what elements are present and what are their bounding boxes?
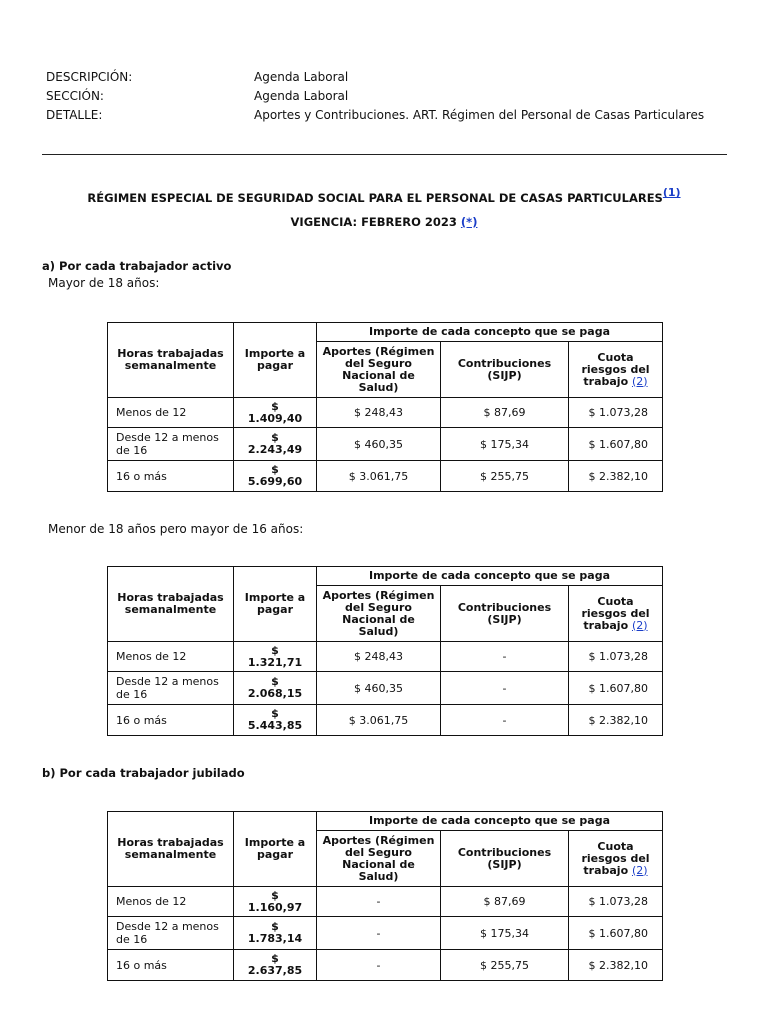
cell-importe-amount: 1.783,14 [247,932,303,945]
cell-horas: Menos de 12 [108,398,234,428]
cell-aportes: $ 248,43 [317,398,441,428]
horizontal-divider [42,154,727,155]
cell-cuota: $ 1.607,80 [569,672,663,705]
cell-cuota: $ 2.382,10 [569,950,663,981]
cell-aportes: - [317,917,441,950]
meta-key: SECCIÓN: [46,89,104,103]
meta-row-seccion [46,87,704,106]
header-cuota [569,342,663,398]
table-header-row [108,323,663,342]
cell-horas: Menos de 12 [108,642,234,672]
header-aportes: Aportes (Régimen del Seguro Nacional de Salud) [317,831,441,887]
cell-contribuciones: $ 175,34 [441,917,569,950]
footnote-2-link[interactable]: (2) [631,863,648,877]
group-label-mayor-18: Mayor de 18 años: [48,276,160,290]
footnote-1-link[interactable]: (1) [662,186,681,199]
cell-importe-currency: $ [271,888,279,902]
footnote-2-link[interactable]: (2) [631,374,648,388]
header-horas: Horas trabajadas semanalmente [108,567,234,642]
cell-importe [234,917,317,950]
document-subtitle [0,215,768,229]
cell-cuota: $ 2.382,10 [569,461,663,492]
cell-importe-currency: $ [271,463,279,476]
header-concepto: Importe de cada concepto que se paga [317,323,663,342]
group-label-menor-18: Menor de 18 años pero mayor de 16 años: [48,522,304,536]
cell-cuota: $ 2.382,10 [569,705,663,736]
cell-horas: 16 o más [108,950,234,981]
cell-horas: 16 o más [108,705,234,736]
header-cuota-label: Cuota riesgos del trabajo [581,350,650,388]
cell-contribuciones: - [441,705,569,736]
cell-importe-amount: 2.243,49 [247,443,303,456]
meta-row-descripcion [46,68,704,87]
cell-importe [234,642,317,672]
cell-importe-currency: $ [271,643,279,657]
cell-contribuciones: $ 87,69 [441,887,569,917]
header-cuota [569,831,663,887]
cell-importe [234,672,317,705]
cell-importe-currency: $ [271,920,279,933]
cell-contribuciones: $ 255,75 [441,461,569,492]
cell-horas: Desde 12 a menos de 16 [108,672,234,705]
meta-key: DETALLE: [46,108,103,122]
header-importe: Importe a pagar [234,812,317,887]
header-importe: Importe a pagar [234,567,317,642]
header-cuota-label: Cuota riesgos del trabajo [581,839,650,877]
cell-aportes: $ 3.061,75 [317,705,441,736]
table-row [108,461,663,492]
meta-row-detalle [46,106,704,125]
header-contribuciones: Contribuciones (SIJP) [441,342,569,398]
cell-importe-amount: 1.409,40 [247,411,303,425]
header-horas: Horas trabajadas semanalmente [108,812,234,887]
header-cuota-label: Cuota riesgos del trabajo [581,594,650,632]
cell-contribuciones: $ 255,75 [441,950,569,981]
subtitle-text: VIGENCIA: FEBRERO 2023 [290,215,457,229]
header-aportes: Aportes (Régimen del Seguro Nacional de Salud) [317,586,441,642]
table-header-row [108,812,663,831]
header-contribuciones: Contribuciones (SIJP) [441,586,569,642]
cell-horas: 16 o más [108,461,234,492]
footnote-2-link[interactable]: (2) [631,618,648,632]
cell-importe [234,887,317,917]
table-row [108,398,663,428]
cell-importe-amount: 5.699,60 [247,475,303,488]
cell-importe-amount: 5.443,85 [247,719,303,732]
cell-importe-amount: 2.637,85 [247,964,303,977]
cell-aportes: - [317,950,441,981]
cell-cuota: $ 1.073,28 [569,398,663,428]
cell-contribuciones: $ 87,69 [441,398,569,428]
cell-importe-currency: $ [271,431,279,444]
cell-aportes: - [317,887,441,917]
header-importe: Importe a pagar [234,323,317,398]
cell-importe [234,461,317,492]
cell-importe-currency: $ [271,399,279,413]
cell-aportes: $ 248,43 [317,642,441,672]
cell-cuota: $ 1.607,80 [569,917,663,950]
cell-importe-currency: $ [271,952,279,965]
meta-value: Agenda Laboral [254,70,349,84]
table-row [108,642,663,672]
section-b-heading: b) Por cada trabajador jubilado [42,766,245,780]
table-row [108,887,663,917]
cell-importe [234,398,317,428]
header-horas: Horas trabajadas semanalmente [108,323,234,398]
cell-aportes: $ 460,35 [317,428,441,461]
meta-value: Aportes y Contribuciones. ART. Régimen del Personal de Casas Particulares [254,108,705,122]
header-cuota [569,586,663,642]
cell-aportes: $ 3.061,75 [317,461,441,492]
cell-contribuciones: $ 175,34 [441,428,569,461]
document-title [0,186,768,205]
meta-key: DESCRIPCIÓN: [46,70,133,84]
header-aportes: Aportes (Régimen del Seguro Nacional de Salud) [317,342,441,398]
rates-table-mayor-18 [107,322,663,492]
table-row [108,672,663,705]
cell-importe-amount: 1.321,71 [247,655,303,669]
cell-importe [234,950,317,981]
table-header-row [108,567,663,586]
rates-table-menor-18 [107,566,663,736]
cell-importe [234,428,317,461]
table-row [108,705,663,736]
document-metadata [46,68,704,125]
footnote-asterisk-link[interactable]: (*) [460,215,478,229]
cell-importe-amount: 2.068,15 [247,687,303,700]
title-text: RÉGIMEN ESPECIAL DE SEGURIDAD SOCIAL PARA EL PERSONAL DE CASAS PARTICULARES [87,191,663,205]
cell-contribuciones: - [441,672,569,705]
header-concepto: Importe de cada concepto que se paga [317,812,663,831]
cell-contribuciones: - [441,642,569,672]
table-row [108,917,663,950]
cell-horas: Desde 12 a menos de 16 [108,917,234,950]
table-row [108,950,663,981]
cell-horas: Desde 12 a menos de 16 [108,428,234,461]
meta-value: Agenda Laboral [254,89,349,103]
table-row [108,428,663,461]
cell-importe [234,705,317,736]
rates-table-jubilado [107,811,663,981]
cell-importe-currency: $ [271,675,279,688]
cell-cuota: $ 1.073,28 [569,642,663,672]
cell-importe-amount: 1.160,97 [247,900,303,914]
cell-cuota: $ 1.607,80 [569,428,663,461]
cell-horas: Menos de 12 [108,887,234,917]
header-concepto: Importe de cada concepto que se paga [317,567,663,586]
cell-aportes: $ 460,35 [317,672,441,705]
header-contribuciones: Contribuciones (SIJP) [441,831,569,887]
section-a-heading: a) Por cada trabajador activo [42,259,232,273]
cell-cuota: $ 1.073,28 [569,887,663,917]
cell-importe-currency: $ [271,707,279,720]
